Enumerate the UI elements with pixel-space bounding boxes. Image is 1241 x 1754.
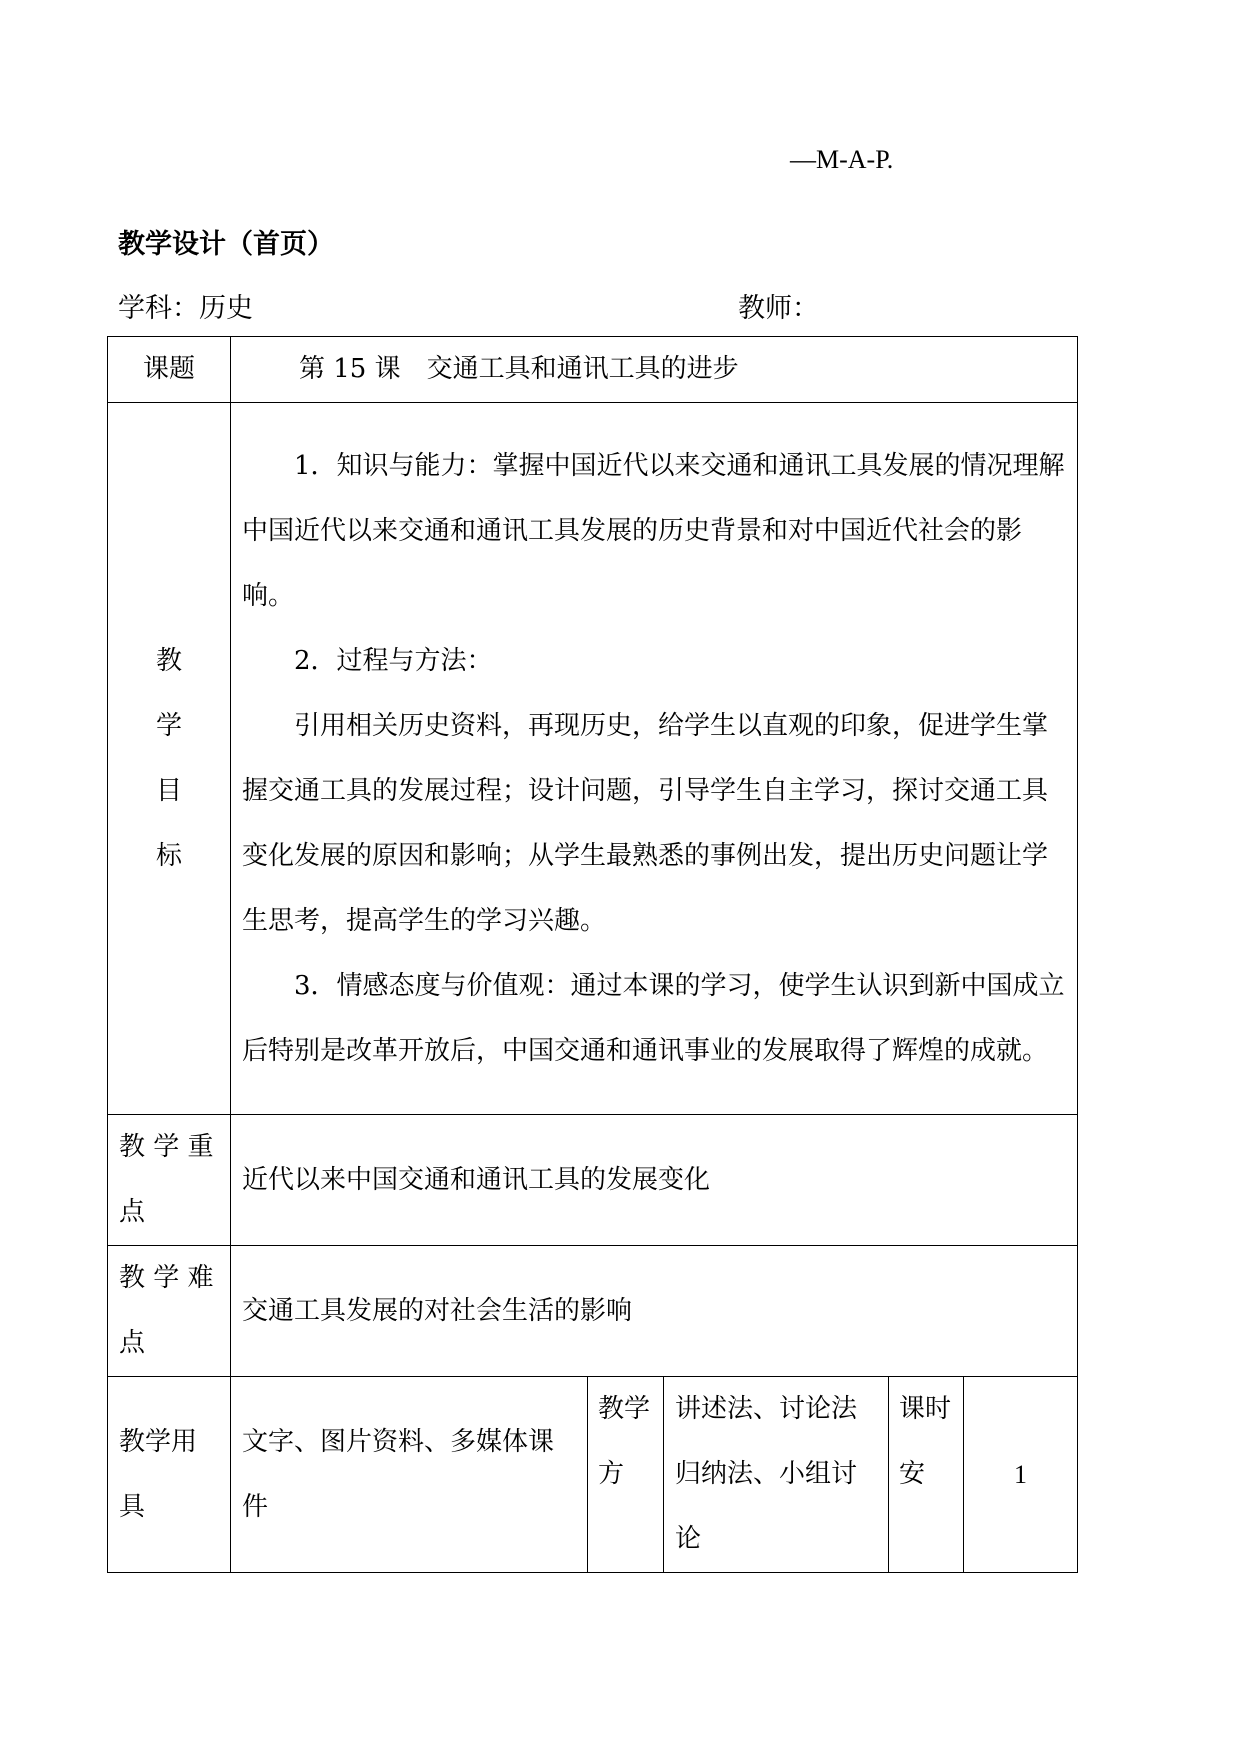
key-points-value: 近代以来中国交通和通讯工具的发展变化 <box>231 1115 1078 1246</box>
topic-value: 第 15 课 交通工具和通讯工具的进步 <box>231 337 1078 403</box>
subject-line: 学科：历史 <box>118 293 253 324</box>
tools-label: 教学用具 <box>108 1377 231 1573</box>
key-points-row <box>108 1115 1078 1246</box>
objectives-row <box>108 403 1078 1115</box>
objectives-label: 教 学 目 标 <box>108 403 231 1115</box>
tools-value: 文字、图片资料、多媒体课件 <box>231 1377 588 1573</box>
topic-label: 课题 <box>108 337 231 403</box>
key-points-label: 教 学 重 点 <box>108 1115 231 1246</box>
difficulty-row <box>108 1246 1078 1377</box>
hours-value: 1 <box>964 1377 1078 1573</box>
objective-process-heading: 2．过程与方法： <box>294 645 493 676</box>
objective-values: 3．情感态度与价值观：通过本课的学习，使学生认识到新中国成立后特别是改革开放后，中国交通和通讯事业的发展取得了辉煌的成就。 <box>242 970 1065 1066</box>
hours-label: 课时安 <box>889 1377 964 1573</box>
difficulty-value: 交通工具发展的对社会生活的影响 <box>231 1246 1078 1377</box>
teacher-line: 教师： <box>738 293 819 324</box>
tools-methods-row <box>108 1377 1078 1573</box>
objective-process: 引用相关历史资料，再现历史，给学生以直观的印象，促进学生掌握交通工具的发展过程；设计问题，引导学生自主学习，探讨交通工具变化发展的原因和影响；从学生最熟悉的事例出发，提出历史问题让学生思考，提高学生的学习兴趣。 <box>242 710 1049 936</box>
header-mark: —M-A-P. <box>790 145 894 174</box>
document-title: 教学设计（首页） <box>118 229 334 260</box>
topic-row <box>108 337 1078 403</box>
method-label: 教学方 <box>588 1377 664 1573</box>
method-value: 讲述法、讨论法归纳法、小组讨论 <box>664 1377 889 1573</box>
lesson-design-table <box>107 336 1078 1573</box>
objectives-content <box>231 403 1078 1115</box>
objective-knowledge: 1．知识与能力：掌握中国近代以来交通和通讯工具发展的情况理解中国近代以来交通和通讯工具发展的历史背景和对中国近代社会的影响。 <box>242 450 1065 611</box>
difficulty-label: 教 学 难 点 <box>108 1246 231 1377</box>
